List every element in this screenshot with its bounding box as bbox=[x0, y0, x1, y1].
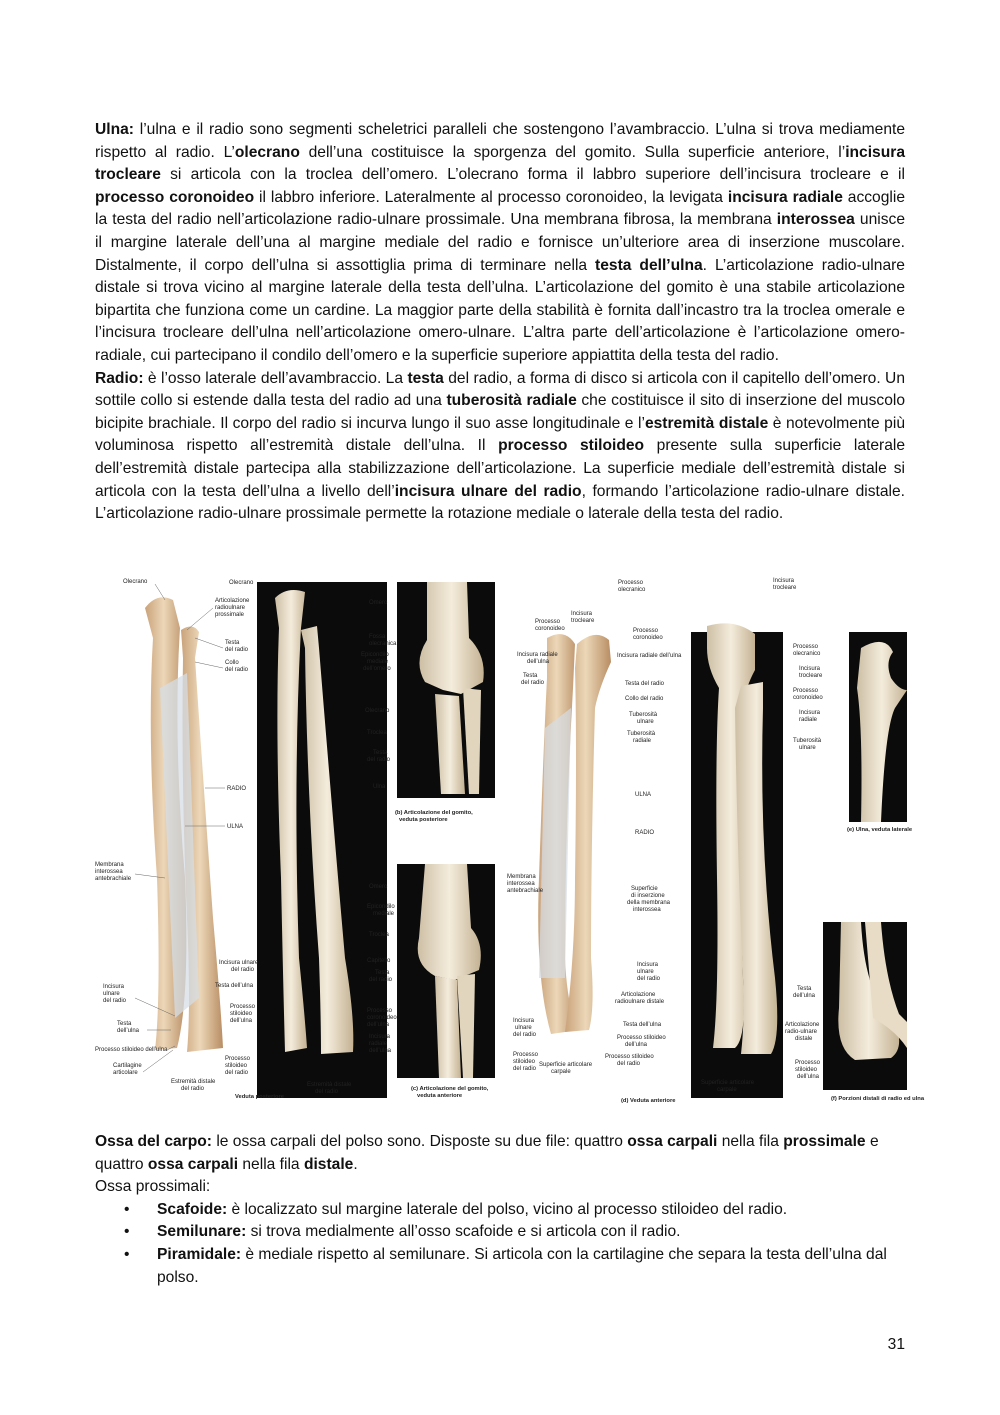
list-term: Piramidale: bbox=[157, 1245, 242, 1263]
svg-text:Incisura: Incisura bbox=[571, 611, 593, 617]
svg-text:Testa: Testa bbox=[373, 750, 388, 756]
svg-text:Incisura: Incisura bbox=[513, 1018, 535, 1024]
svg-text:Testa: Testa bbox=[375, 970, 390, 976]
svg-text:carpale: carpale bbox=[551, 1069, 571, 1075]
svg-text:Processo stiloideo dell’ulna: Processo stiloideo dell’ulna bbox=[95, 1047, 168, 1053]
svg-text:Testa dell’ulna: Testa dell’ulna bbox=[623, 1022, 662, 1028]
svg-text:del radio: del radio bbox=[181, 1086, 205, 1092]
svg-text:di inserzione: di inserzione bbox=[631, 893, 665, 899]
bold-term: distale bbox=[303, 1155, 354, 1173]
svg-text:(f) Porzioni distali di radio: (f) Porzioni distali di radio ed ulna bbox=[831, 1096, 925, 1102]
bold-term: incisura radiale bbox=[727, 188, 843, 206]
panel-d bbox=[507, 578, 797, 1104]
svg-text:Incisura: Incisura bbox=[637, 962, 659, 968]
svg-text:Capitello: Capitello bbox=[367, 958, 391, 964]
svg-text:del radio: del radio bbox=[225, 667, 249, 673]
bold-term: Ossa del carpo: bbox=[95, 1133, 212, 1150]
svg-text:Estremità distale: Estremità distale bbox=[171, 1079, 216, 1085]
panel-f bbox=[785, 922, 925, 1102]
list-item: • Scafoide: è localizzato sul margine laterale del polso, vicino al processo stiloideo del radio. bbox=[95, 1199, 905, 1222]
svg-text:Tuberosità: Tuberosità bbox=[629, 712, 658, 718]
svg-text:ulnare: ulnare bbox=[103, 991, 120, 997]
svg-text:dell’ulna: dell’ulna bbox=[230, 1018, 253, 1024]
svg-text:RADIO: RADIO bbox=[635, 830, 655, 836]
svg-text:coronoideo: coronoideo bbox=[793, 695, 823, 701]
svg-text:dell’ulna: dell’ulna bbox=[793, 993, 816, 999]
svg-text:del radio: del radio bbox=[637, 976, 661, 982]
svg-text:coronoideo: coronoideo bbox=[633, 635, 663, 641]
svg-text:Testa dell’ulna: Testa dell’ulna bbox=[215, 983, 254, 989]
bold-term: processo stiloideo bbox=[498, 437, 645, 455]
list-item: • Semilunare: si trova medialmente all’osso scafoide e si articola con il radio. bbox=[95, 1221, 905, 1244]
list-term: Scafoide: bbox=[157, 1200, 228, 1218]
svg-text:Superficie articolare: Superficie articolare bbox=[539, 1062, 593, 1068]
list-item: • Piramidale: è mediale rispetto al semilunare. Si articola con la cartilagine che separa la testa dell’ulna dal polso. bbox=[124, 1245, 887, 1286]
page-number: 31 bbox=[887, 1336, 905, 1353]
svg-text:Articolazione: Articolazione bbox=[215, 598, 250, 604]
svg-text:coronoideo: coronoideo bbox=[367, 1015, 397, 1021]
svg-text:stiloideo: stiloideo bbox=[795, 1067, 818, 1073]
bullet-icon: • bbox=[124, 1200, 130, 1218]
svg-text:stiloideo: stiloideo bbox=[225, 1063, 248, 1069]
svg-text:Processo: Processo bbox=[535, 619, 561, 625]
svg-text:Testa: Testa bbox=[225, 640, 240, 646]
svg-text:dell’omero: dell’omero bbox=[363, 666, 391, 672]
svg-text:(b) Articolazione del gomito,: (b) Articolazione del gomito, bbox=[395, 810, 473, 816]
svg-text:ulnare: ulnare bbox=[637, 969, 654, 975]
bold-term: Radio: bbox=[95, 369, 144, 387]
svg-text:veduta posteriore: veduta posteriore bbox=[399, 817, 448, 823]
svg-text:Incisura: Incisura bbox=[799, 666, 821, 672]
svg-text:del radio: del radio bbox=[369, 977, 393, 983]
anatomy-text-upper bbox=[95, 119, 905, 526]
svg-text:Processo: Processo bbox=[633, 628, 659, 634]
svg-text:Testa del radio: Testa del radio bbox=[625, 681, 665, 687]
svg-text:ULNA: ULNA bbox=[227, 824, 244, 830]
svg-text:Membrana: Membrana bbox=[95, 862, 124, 868]
svg-text:Processo: Processo bbox=[793, 688, 819, 694]
svg-text:Veduta posteriore: Veduta posteriore bbox=[235, 1094, 284, 1100]
bold-term: tuberosità radiale bbox=[446, 392, 577, 410]
panel-a bbox=[95, 579, 250, 1092]
svg-text:Troclea: Troclea bbox=[367, 730, 387, 736]
bold-term: testa dell’ulna bbox=[595, 256, 703, 274]
svg-text:mediale: mediale bbox=[367, 659, 389, 665]
svg-text:interossea: interossea bbox=[507, 881, 535, 887]
bold-term: estremità distale bbox=[644, 414, 769, 432]
svg-text:Incisura: Incisura bbox=[103, 984, 125, 990]
svg-text:(c) Articolazione del gomito,: (c) Articolazione del gomito, bbox=[411, 1086, 489, 1092]
anatomy-text-lower bbox=[95, 1131, 905, 1289]
bold-term: prossimale bbox=[783, 1133, 866, 1150]
svg-text:dell’ulna: dell’ulna bbox=[797, 1074, 820, 1080]
svg-text:radiale: radiale bbox=[633, 738, 652, 744]
svg-text:Cartilagine: Cartilagine bbox=[113, 1063, 142, 1069]
radio-paragraph: Radio: è l’osso laterale dell’avambraccio. La testa del radio, a forma di disco si articola con il capitello dell’omero. Un sottile collo si estende dalla testa del radio ad una tuberosità radiale che costituisce il sito di inserzione del muscolo bicipite brachiale. Il corpo del radio si incurva lungo il suo asse longitudinale e l’estremità distale è notevolmente più voluminosa rispetto all’estremità distale dell’ulna. Il processo stiloideo presente sulla superficie laterale dell’estremità distale partecipa alla stabilizzazione dell’articolazione. La superficie mediale dell’estremità distale si articola con la testa dell’ulna a livello dell’incisura ulnare del radio, formando l’articolazione radio-ulnare distale. L’articolazione radio-ulnare prossimale permette la rotazione mediale o laterale della testa del radio. bbox=[95, 369, 906, 523]
svg-text:Olecrano: Olecrano bbox=[123, 579, 148, 585]
svg-text:Testa: Testa bbox=[117, 1021, 132, 1027]
svg-text:trocleare: trocleare bbox=[773, 585, 797, 591]
svg-text:stiloideo: stiloideo bbox=[513, 1059, 536, 1065]
svg-text:Fossa: Fossa bbox=[369, 634, 386, 640]
svg-text:Articolazione: Articolazione bbox=[621, 992, 656, 998]
svg-text:radiale: radiale bbox=[799, 717, 818, 723]
svg-text:Epicondilo: Epicondilo bbox=[361, 652, 389, 658]
svg-text:radioulnare distale: radioulnare distale bbox=[615, 999, 665, 1005]
svg-text:Troclea: Troclea bbox=[369, 932, 389, 938]
svg-text:Processo: Processo bbox=[225, 1056, 251, 1062]
svg-text:dell’ulna: dell’ulna bbox=[625, 1042, 648, 1048]
svg-text:Testa: Testa bbox=[797, 986, 812, 992]
svg-text:ulnare: ulnare bbox=[515, 1025, 532, 1031]
svg-text:articolare: articolare bbox=[113, 1070, 138, 1076]
svg-text:Collo: Collo bbox=[225, 660, 239, 666]
svg-text:ulnare: ulnare bbox=[799, 745, 816, 751]
svg-text:Epicondilo: Epicondilo bbox=[367, 904, 395, 910]
svg-text:Incisura: Incisura bbox=[369, 1034, 391, 1040]
svg-text:radioulnare: radioulnare bbox=[215, 605, 246, 611]
svg-text:Incisura: Incisura bbox=[773, 578, 795, 584]
svg-text:Superficie: Superficie bbox=[631, 886, 658, 892]
svg-text:Tuberosità: Tuberosità bbox=[627, 731, 656, 737]
svg-text:Processo: Processo bbox=[618, 580, 644, 586]
list-term: Semilunare: bbox=[157, 1223, 247, 1241]
svg-text:RADIO: RADIO bbox=[227, 786, 247, 792]
svg-text:del radio: del radio bbox=[367, 757, 391, 763]
svg-text:Membrana: Membrana bbox=[507, 874, 536, 880]
svg-text:Incisura radiale: Incisura radiale bbox=[517, 652, 558, 658]
svg-text:Estremità distale: Estremità distale bbox=[307, 1082, 352, 1088]
svg-text:Superficie articolare: Superficie articolare bbox=[701, 1080, 755, 1086]
svg-text:del radio: del radio bbox=[513, 1032, 537, 1038]
svg-text:del radio: del radio bbox=[225, 647, 249, 653]
bullet-icon: • bbox=[124, 1245, 130, 1263]
svg-text:interossea: interossea bbox=[95, 869, 123, 875]
svg-text:interossea: interossea bbox=[633, 907, 661, 913]
svg-text:trocleare: trocleare bbox=[799, 673, 823, 679]
prossimali-heading: Ossa prossimali: bbox=[95, 1178, 211, 1196]
svg-text:Incisura ulnare: Incisura ulnare bbox=[219, 960, 259, 966]
svg-text:ULNA: ULNA bbox=[635, 792, 652, 798]
svg-text:del radio: del radio bbox=[231, 967, 255, 973]
svg-text:distale: distale bbox=[795, 1036, 813, 1042]
svg-text:Processo: Processo bbox=[513, 1052, 539, 1058]
bullet-icon: • bbox=[124, 1223, 130, 1241]
bold-term: Ulna: bbox=[95, 121, 134, 138]
svg-text:Tuberosità: Tuberosità bbox=[793, 738, 822, 744]
svg-text:del radio: del radio bbox=[315, 1089, 339, 1095]
bold-term: interossea bbox=[776, 211, 855, 229]
panel-e bbox=[793, 632, 913, 833]
svg-text:radio-ulnare: radio-ulnare bbox=[785, 1029, 818, 1035]
svg-text:(d) Veduta anteriore: (d) Veduta anteriore bbox=[621, 1098, 676, 1104]
svg-text:(e) Ulna, veduta laterale: (e) Ulna, veduta laterale bbox=[847, 827, 913, 833]
svg-text:Incisura: Incisura bbox=[799, 710, 821, 716]
panel-b bbox=[215, 580, 387, 1100]
svg-text:Articolazione: Articolazione bbox=[785, 1022, 820, 1028]
svg-text:Olecrano: Olecrano bbox=[229, 580, 254, 586]
bold-term: olecrano bbox=[234, 143, 300, 161]
svg-text:Omero: Omero bbox=[369, 884, 388, 890]
svg-text:antebrachiale: antebrachiale bbox=[507, 888, 544, 894]
svg-text:mediale: mediale bbox=[373, 911, 395, 917]
svg-text:olecranico: olecranico bbox=[618, 587, 646, 593]
bold-term: ossa carpali bbox=[147, 1155, 239, 1173]
svg-text:del radio: del radio bbox=[617, 1061, 641, 1067]
svg-text:Processo: Processo bbox=[793, 644, 819, 650]
svg-text:ulnare: ulnare bbox=[637, 719, 654, 725]
bold-term: testa bbox=[407, 369, 444, 387]
svg-text:carpale: carpale bbox=[717, 1087, 737, 1093]
svg-text:trocleare: trocleare bbox=[571, 618, 595, 624]
svg-text:Olecrano: Olecrano bbox=[365, 708, 390, 714]
svg-text:dell’ulna: dell’ulna bbox=[527, 659, 550, 665]
svg-text:antebrachiale: antebrachiale bbox=[95, 876, 132, 882]
svg-text:Collo del radio: Collo del radio bbox=[625, 696, 664, 702]
svg-text:radiale: radiale bbox=[369, 1041, 388, 1047]
svg-text:stiloideo: stiloideo bbox=[230, 1011, 253, 1017]
bold-term: ossa carpali bbox=[627, 1133, 718, 1150]
svg-text:dell’ulna: dell’ulna bbox=[367, 1022, 390, 1028]
svg-text:olecranica: olecranica bbox=[369, 641, 397, 647]
svg-text:Omero: Omero bbox=[369, 600, 388, 606]
svg-text:Incisura radiale dell’ulna: Incisura radiale dell’ulna bbox=[617, 653, 682, 659]
svg-text:del radio: del radio bbox=[225, 1070, 249, 1076]
svg-text:olecranico: olecranico bbox=[793, 651, 821, 657]
svg-text:prossimale: prossimale bbox=[215, 612, 245, 618]
carpo-paragraph: Ossa del carpo: le ossa carpali del polso sono. Disposte su due file: quattro ossa carpali nella fila prossimale e quattro ossa carpali nella fila distale. bbox=[95, 1133, 879, 1173]
svg-text:veduta anteriore: veduta anteriore bbox=[417, 1093, 463, 1099]
svg-text:Processo stiloideo: Processo stiloideo bbox=[617, 1035, 666, 1041]
svg-text:Processo: Processo bbox=[367, 1008, 393, 1014]
svg-text:dell’ulna: dell’ulna bbox=[117, 1028, 140, 1034]
svg-text:dell’ulna: dell’ulna bbox=[369, 1048, 392, 1054]
forearm-bones-figure bbox=[95, 578, 925, 1106]
svg-text:Ulna: Ulna bbox=[373, 784, 386, 790]
svg-text:Processo: Processo bbox=[795, 1060, 821, 1066]
svg-text:del radio: del radio bbox=[513, 1066, 537, 1072]
svg-text:del radio: del radio bbox=[103, 998, 127, 1004]
ossa-prossimali-list bbox=[95, 1199, 905, 1289]
svg-text:Processo: Processo bbox=[230, 1004, 256, 1010]
bold-term: incisura trocleare bbox=[95, 143, 905, 184]
ulna-paragraph: Ulna: l’ulna e il radio sono segmenti scheletrici paralleli che sostengono l’avambraccio. L’ulna si trova mediamente rispetto al radio. L’olecrano dell’una costituisce la sporgenza del gomito. Sulla superficie anteriore, l’incisura trocleare si articola con la troclea dell’omero. L’olecrano forma il labbro superiore dell’incisura trocleare e il processo coronoideo il labbro inferiore. Lateralmente al processo coronoideo, la levigata incisura radiale accoglie la testa del radio nell’articolazione radio-ulnare prossimale. Una membrana fibrosa, la membrana interossea unisce il margine laterale dell’una al margine mediale del radio e fornisce un’ulteriore area di inserzione muscolare. Distalmente, il corpo dell’ulna si assottiglia prima di terminare nella testa dell’ulna. L’articolazione radio-ulnare distale si trova vicino al margine laterale della testa dell’ulna. L’articolazione del gomito è una stabile articolazione bipartita che funziona come un cardine. La maggior parte della stabilità è fornita dall’incastro tra la troclea omerale e l’incisura trocleare dell’ulna nell’articolazione omero-ulnare. L’altra parte dell’articolazione è l’articolazione omero-radiale, cui partecipano il condilo dell’omero e la superficie superiore appiattita della testa del radio. bbox=[95, 121, 905, 364]
svg-text:coronoideo: coronoideo bbox=[535, 626, 565, 632]
svg-text:Testa: Testa bbox=[523, 673, 538, 679]
svg-text:del radio: del radio bbox=[521, 680, 545, 686]
svg-text:Processo stiloideo: Processo stiloideo bbox=[605, 1054, 654, 1060]
svg-text:della membrana: della membrana bbox=[627, 900, 671, 906]
bold-term: processo coronoideo bbox=[95, 188, 255, 206]
bold-term: incisura ulnare del radio bbox=[394, 482, 582, 500]
